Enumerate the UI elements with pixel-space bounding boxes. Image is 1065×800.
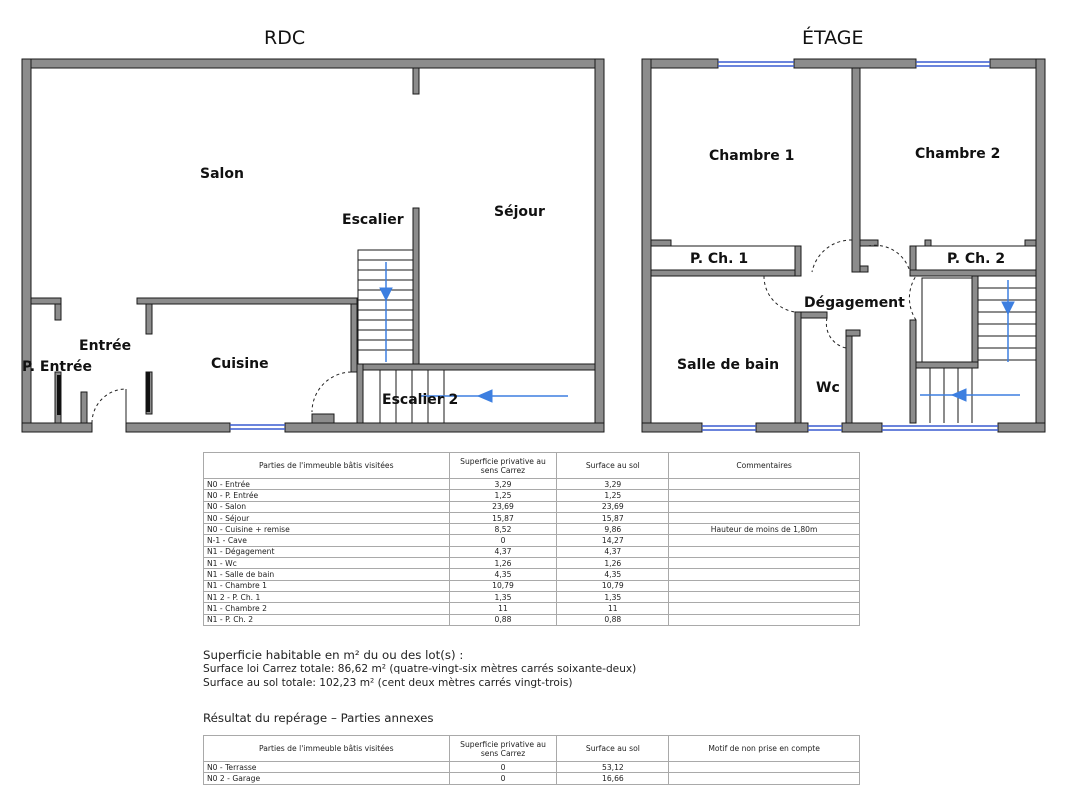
room-salon: Salon [200,166,244,182]
table-cell: 4,37 [557,546,669,557]
table-cell [669,558,860,569]
annex-header-sol: Surface au sol [557,736,669,762]
table-header-row [204,453,860,479]
room-escalier-2: Escalier 2 [382,392,459,408]
annex-header-motif: Motif de non prise en compte [669,736,860,762]
table-cell [669,569,860,580]
annex-header-parties: Parties de l'immeuble bâtis visitées [204,736,450,762]
table-cell: 1,35 [449,591,557,602]
table-cell: 1,25 [449,490,557,501]
etage-doors [764,240,916,348]
table-cell: N0 - Entrée [204,479,450,490]
table-row [204,591,860,602]
table-row [204,603,860,614]
table-cell: N0 - Séjour [204,512,450,523]
room-cuisine: Cuisine [211,356,269,372]
table-cell: 0,88 [449,614,557,625]
table-cell: 11 [557,603,669,614]
table-row [204,501,860,512]
table-cell: 4,37 [449,546,557,557]
table-cell: 9,86 [557,524,669,535]
room-p-entree: P. Entrée [22,359,92,375]
header-commentaires: Commentaires [669,453,860,479]
table-cell: N0 - Cuisine + remise [204,524,450,535]
room-chambre-1: Chambre 1 [709,148,795,164]
table-cell: N0 - Terrasse [204,762,450,773]
surface-table-body [204,479,860,626]
table-cell: 3,29 [449,479,557,490]
table-cell [669,580,860,591]
table-cell: 10,79 [557,580,669,591]
summary-sol: Surface au sol totale: 102,23 m² (cent deux mètres carrés vingt-trois) [203,677,573,689]
table-row [204,614,860,625]
table-cell: 3,29 [557,479,669,490]
etage-stair-arrows [920,280,1020,401]
table-cell: 4,35 [449,569,557,580]
surface-table [203,452,860,626]
table-cell: 23,69 [557,501,669,512]
summary-heading: Superficie habitable en m² du ou des lot(s) : [203,648,464,662]
table-cell [669,762,860,773]
room-p-ch-1: P. Ch. 1 [690,251,749,267]
table-cell: N1 - Wc [204,558,450,569]
header-sol: Surface au sol [557,453,669,479]
table-cell: Hauteur de moins de 1,80m [669,524,860,535]
table-cell: 53,12 [557,762,669,773]
room-wc: Wc [816,380,840,396]
table-cell: N1 - P. Ch. 2 [204,614,450,625]
table-cell: 15,87 [449,512,557,523]
table-cell: 15,87 [557,512,669,523]
table-cell: 1,26 [557,558,669,569]
room-escalier: Escalier [342,212,404,228]
table-cell: 8,52 [449,524,557,535]
table-cell [669,501,860,512]
table-cell: 0,88 [557,614,669,625]
etage-stairs [930,288,1036,423]
table-cell: N1 - Chambre 2 [204,603,450,614]
table-cell [669,535,860,546]
table-cell: N0 2 - Garage [204,773,450,784]
annex-table [203,735,860,785]
table-cell: 1,25 [557,490,669,501]
table-cell: 0 [449,762,557,773]
table-cell: 0 [449,773,557,784]
table-cell: 11 [449,603,557,614]
table-cell: N1 - Salle de bain [204,569,450,580]
table-cell: N-1 - Cave [204,535,450,546]
table-row [204,490,860,501]
table-row [204,762,860,773]
etage-title: ÉTAGE [802,27,864,49]
header-carrez: Superficie privative au sens Carrez [449,453,557,479]
table-row [204,569,860,580]
table-cell: 1,26 [449,558,557,569]
table-cell [669,479,860,490]
table-cell [669,603,860,614]
table-cell: N0 - P. Entrée [204,490,450,501]
table-cell: 4,35 [557,569,669,580]
table-cell: 10,79 [449,580,557,591]
room-chambre-2: Chambre 2 [915,146,1001,162]
table-row [204,479,860,490]
table-row [204,546,860,557]
room-sejour: Séjour [494,204,545,220]
annex-table-body [204,762,860,785]
surface-summary [203,648,636,690]
table-cell [669,512,860,523]
table-cell: 16,66 [557,773,669,784]
table-cell [669,490,860,501]
room-salle-de-bain: Salle de bain [677,357,780,373]
header-parties: Parties de l'immeuble bâtis visitées [204,453,450,479]
table-row [204,535,860,546]
summary-carrez: Surface loi Carrez totale: 86,62 m² (quatre-vingt-six mètres carrés soixante-deux) [203,663,637,675]
table-row [204,558,860,569]
table-cell: N1 2 - P. Ch. 1 [204,591,450,602]
annex-title: Résultat du repérage – Parties annexes [203,711,434,725]
table-cell [669,773,860,784]
table-cell: 14,27 [557,535,669,546]
table-cell [669,591,860,602]
table-row [204,512,860,523]
table-cell [669,614,860,625]
annex-header-row [204,736,860,762]
table-cell: N0 - Salon [204,501,450,512]
rdc-title: RDC [264,27,306,49]
room-entree: Entrée [79,338,132,354]
table-cell: N1 - Dégagement [204,546,450,557]
table-row [204,524,860,535]
table-row [204,773,860,784]
table-cell: 0 [449,535,557,546]
room-p-ch-2: P. Ch. 2 [947,251,1006,267]
room-degagement: Dégagement [804,295,905,311]
table-cell: 1,35 [557,591,669,602]
table-row [204,580,860,591]
annex-header-carrez: Superficie privative au sens Carrez [449,736,557,762]
table-cell [669,546,860,557]
table-cell: N1 - Chambre 1 [204,580,450,591]
table-cell: 23,69 [449,501,557,512]
